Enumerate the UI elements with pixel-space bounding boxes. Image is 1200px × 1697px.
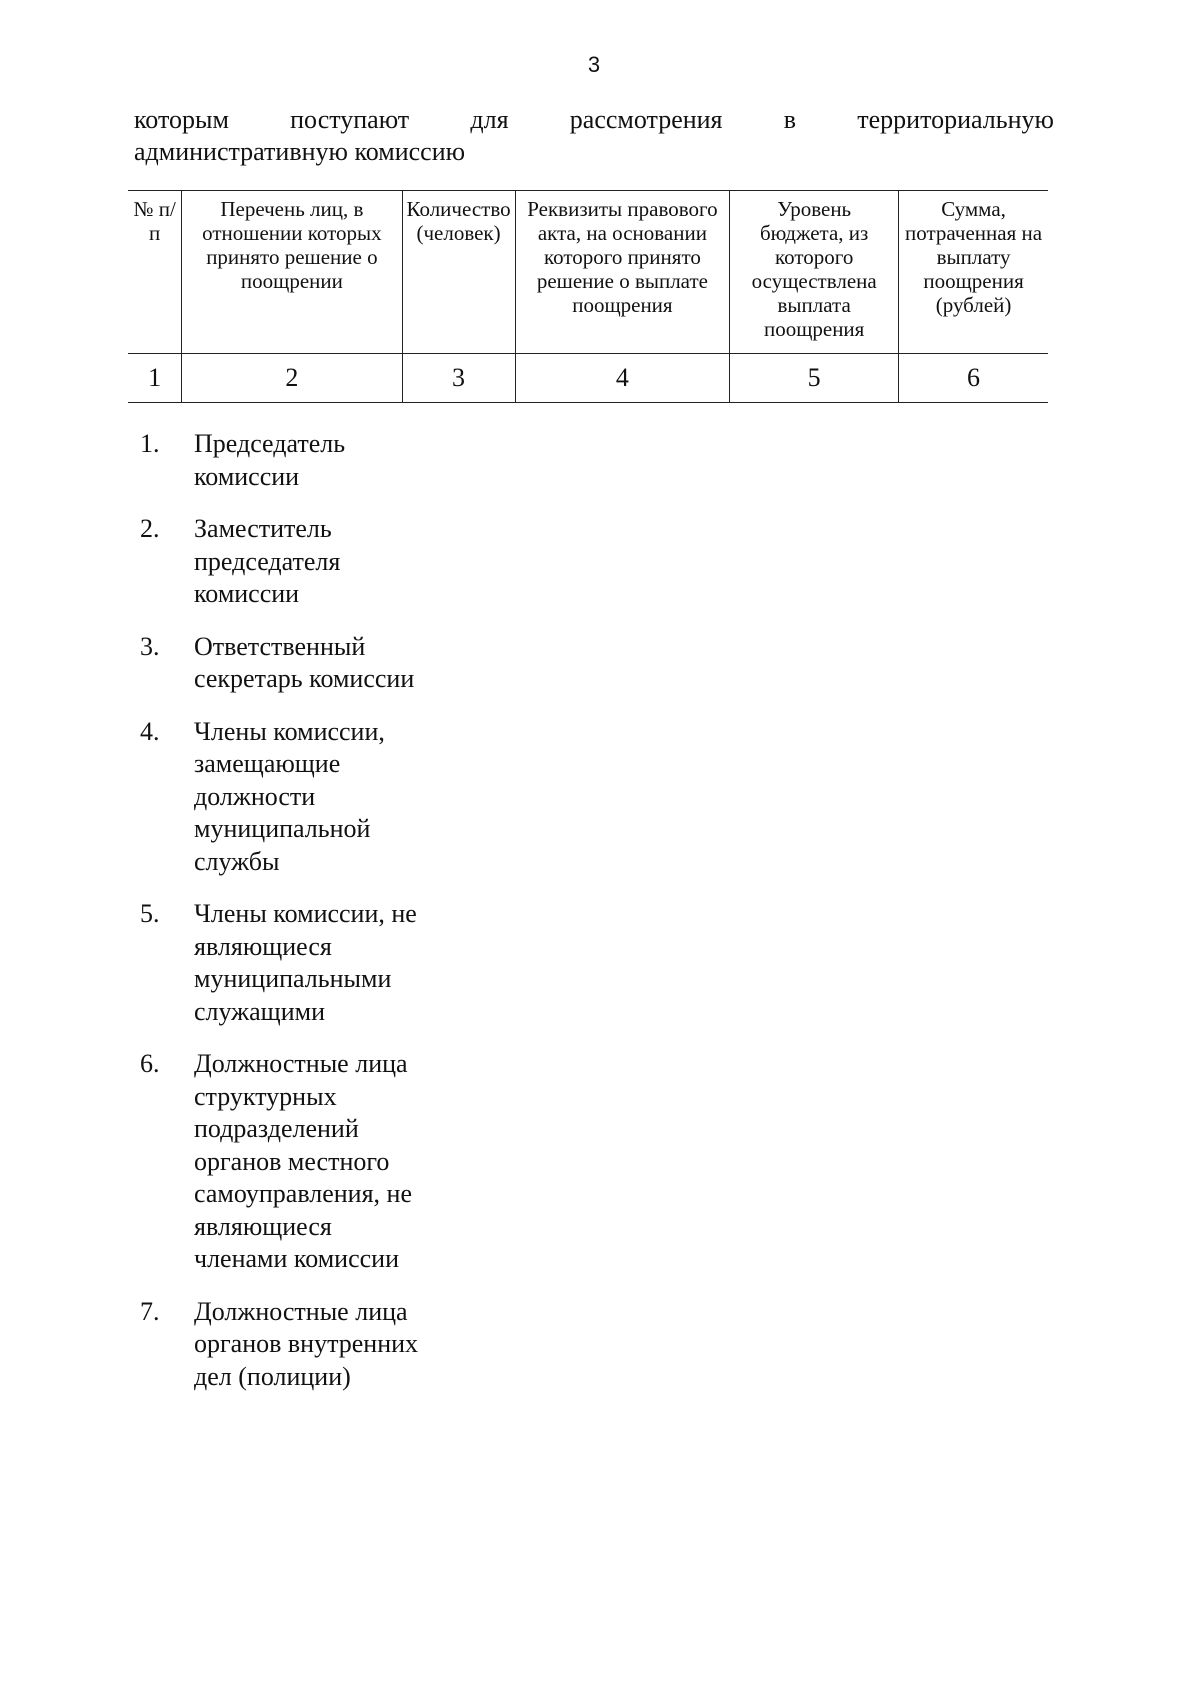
list-item-label: Должностные лица структурных подразделений органов местного самоуправления, не являющиеся членами комиссии	[194, 1049, 413, 1273]
intro-word: в	[783, 105, 797, 134]
list-item-label: Члены комиссии, замещающие должности муниципальной службы	[194, 716, 385, 876]
roles-list	[140, 428, 424, 1413]
list-item-label: Члены комиссии, не являющиеся муниципальными служащими	[194, 899, 417, 1026]
list-item	[140, 1048, 424, 1276]
intro-line-1	[134, 104, 1054, 136]
intro-word: поступают	[290, 105, 410, 134]
header-legal-act: Реквизиты правового акта, на основании которого принято решение о выплате поощрения	[515, 191, 730, 354]
intro-line-2: административную комиссию	[134, 137, 466, 166]
header-persons: Перечень лиц, в отношении которых принято решение о поощрении	[182, 191, 402, 354]
list-item-number: 1.	[140, 429, 160, 458]
page-number: 3	[587, 52, 601, 77]
list-item-number: 6.	[140, 1049, 160, 1078]
list-item	[140, 716, 424, 879]
header-amount: Сумма, потраченная на выплату поощрения (рублей)	[899, 191, 1048, 354]
list-item-label: Заместитель председателя комиссии	[194, 514, 341, 608]
list-item	[140, 898, 424, 1028]
column-number: 2	[182, 354, 402, 403]
intro-word: рассмотрения	[569, 105, 723, 134]
header-number: № п/п	[128, 191, 182, 354]
list-item-number: 5.	[140, 899, 160, 928]
list-item	[140, 631, 424, 696]
column-number: 5	[730, 354, 899, 403]
report-table	[128, 190, 1048, 403]
list-item-label: Председатель комиссии	[194, 429, 346, 491]
column-number: 4	[515, 354, 730, 403]
intro-word: для	[470, 105, 509, 134]
intro-word: территориальную	[857, 105, 1054, 134]
list-item-number: 2.	[140, 514, 160, 543]
intro-paragraph	[134, 104, 1054, 168]
column-number: 1	[128, 354, 182, 403]
list-item-number: 3.	[140, 631, 160, 661]
list-item	[140, 513, 424, 611]
list-item-number: 4.	[140, 716, 160, 746]
list-item-label: Должностные лица органов внутренних дел (полиции)	[194, 1296, 419, 1391]
list-item	[140, 428, 424, 493]
column-number: 6	[899, 354, 1048, 403]
header-budget-level: Уровень бюджета, из которого осуществлена выплата поощрения	[730, 191, 899, 354]
column-number: 3	[402, 354, 515, 403]
list-item-number: 7.	[140, 1296, 160, 1326]
intro-word: которым	[134, 105, 229, 134]
list-item-label: Ответственный секретарь комиссии	[194, 631, 415, 693]
table-column-numbers-row	[128, 354, 1048, 403]
list-item	[140, 1296, 424, 1394]
table-header-row	[128, 191, 1048, 354]
header-count: Количество (человек)	[402, 191, 515, 354]
